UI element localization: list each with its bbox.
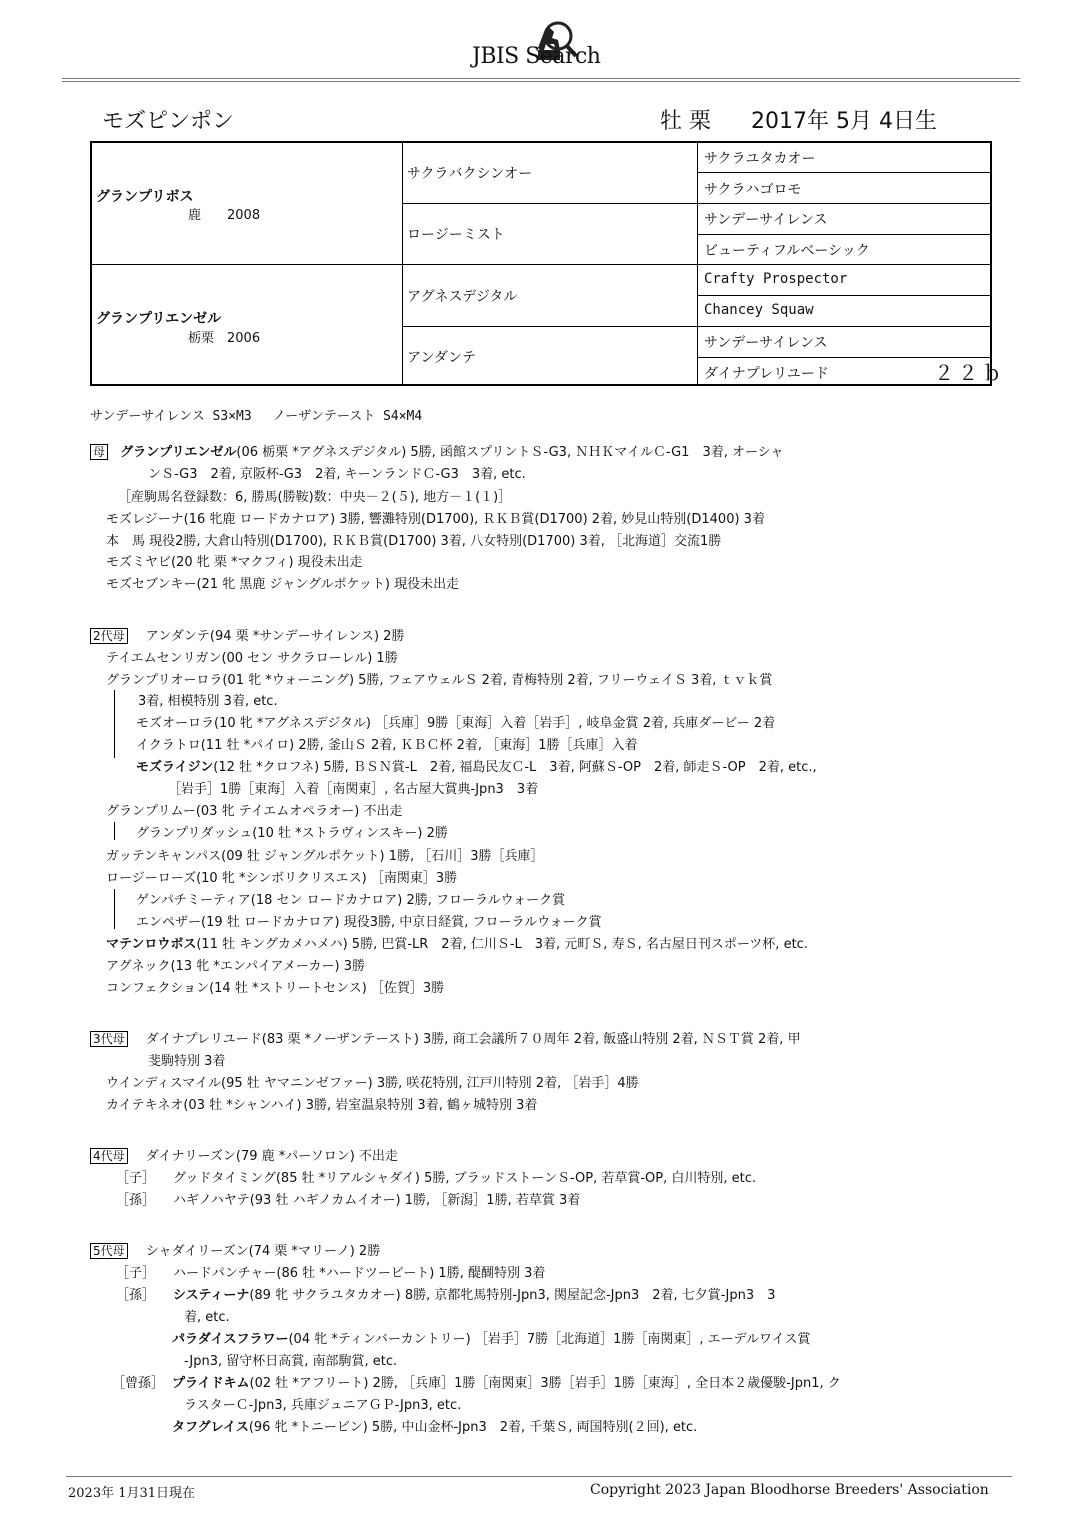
horse-name: モズピンポン [102,109,235,134]
family-number: ２２ｂ [934,361,1006,385]
dam-name-bold[interactable]: グランプリエンゼル [120,445,237,460]
g5dam-line-2: 着, etc. [184,1310,230,1325]
g3-1[interactable]: サクラユタカオー [704,151,816,167]
dam-line-4: 本 馬 現役2勝, 大倉山特別(D1700), ＲＫＢ賞(D1700) 3着, 八女特別(D1700) 3着, ［北海道］交流1勝 [106,534,722,549]
g5dam-line-0: ［子］ ハードパンチャー(86 牡 *ハードツービート) 1勝, 醍醐特別 3着 [116,1266,546,1281]
jbis-logo [472,18,642,74]
g2dam-line-4: イクラトロ(11 牡 *パイロ) 2勝, 釜山Ｓ 2着, ＫＢＣ杯 2着, ［東海］1勝［兵庫］入着 [136,738,638,753]
g3-5[interactable]: Crafty Prospector [704,271,848,287]
sire-sub: 鹿 2008 [188,208,261,223]
g2-dam-dam[interactable]: アンダンテ [407,350,477,366]
horse-info [660,104,937,135]
dam-line-3: モズレジーナ(16 牝鹿 ロードカナロア) 3勝, 響灘特別(D1700), ＲＫＢ賞(D1700) 2着, 妙見山特別(D1400) 3着 [106,512,765,527]
dam-line-6: モズセブンキー(21 牝 黒鹿 ジャングルポケット) 現役未出走 [106,577,460,592]
tree-line [114,822,115,840]
g5dam-line-1: ［孫］ システィーナ(89 牝 サクラユタカオー) 8勝, 京都牝馬特別-Jpn3, 関屋記念-Jpn3 2着, 七夕賞-Jpn3 3 [116,1288,776,1303]
g4dam-head: 4代母 ダイナリーズン(79 鹿 *パーソロン) 不出走 [90,1145,398,1164]
section-label-g3dam: 3代母 [90,1031,128,1047]
header-rule-2 [62,81,1020,82]
g4dam-line-0: ［子］ グッドタイミング(85 牡 *リアルシャダイ) 5勝, ブラッドストーンＳ-OP, 若草賞-OP, 白川特別, etc. [116,1171,757,1186]
g5dam-line-5: ［曾孫］ プライドキム(02 牡 *アフリート) 2勝, ［兵庫］1勝［南関東］3勝［岩手］1勝［東海］, 全日本２歳優駿-Jpn1, ク [112,1376,841,1391]
dam-name[interactable]: グランプリエンゼル [96,311,222,327]
g2dam-line-10: ロージーローズ(10 牝 *シンボリクリスエス) ［南関東］3勝 [106,871,458,886]
g2dam-line-11: ゲンパチミーティア(18 セン ロードカナロア) 2勝, フローラルウォーク賞 [136,893,566,908]
pedigree-table [90,141,1006,386]
tree-line [114,690,115,758]
g3-7[interactable]: サンデーサイレンス [704,335,828,351]
dam-line-2: ［産駒馬名登録数：6, 勝馬(勝鞍)数：中央－２(５), 地方－１(１)］ [118,490,512,505]
g2dam-line-15: コンフェクション(14 牡 *ストリートセンス) ［佐賀］3勝 [106,981,445,996]
g2-sire-dam[interactable]: ロージーミスト [407,227,505,243]
g3dam-line-0: 斐駒特別 3着 [148,1054,226,1069]
header-rule [62,78,1020,79]
g2dam-line-9: ガッテンキャンパス(09 牡 ジャングルポケット) 1勝, ［石川］3勝［兵庫］ [106,849,544,864]
g5dam-line-7: タフグレイス(96 牝 *トニービン) 5勝, 中山金杯-Jpn3 2着, 千葉Ｓ, 両国特別(２回), etc. [172,1420,698,1435]
g2dam-line-0: テイエムセンリガン(00 セン サクラローレル) 1勝 [106,651,398,666]
g3-3[interactable]: サンデーサイレンス [704,212,828,228]
g2dam-line-2: 3着, 相模特別 3着, etc. [138,694,278,709]
g3dam-line-1: ウインディスマイル(95 牡 ヤマニンゼファー) 3勝, 咲花特別, 江戸川特別 2着, ［岩手］4勝 [106,1076,639,1091]
dam-line-5: モズミヤビ(20 牝 栗 *マクフィ) 現役未出走 [106,555,363,570]
footer-rule [66,1476,1012,1477]
g5dam-head: 5代母 シャダイリーズン(74 栗 *マリーノ) 2勝 [90,1240,380,1259]
section-label-g2dam: 2代母 [90,628,128,644]
dam-line-0: 母 グランプリエンゼル(06 栃栗 *アグネスデジタル) 5勝, 函館スプリントＳ-G3, ＮＨＫマイルＣ-G1 3着, オーシャ [90,441,783,460]
g5dam-line-4: -Jpn3, 留守杯日高賞, 南部駒賞, etc. [184,1354,398,1369]
g3dam-head: 3代母 ダイナプレリユード(83 栗 *ノーザンテースト) 3勝, 商工会議所７０周年 2着, 飯盛山特別 2着, ＮＳＴ賞 2着, 甲 [90,1028,801,1047]
birth-date: 2017年 5月 4日生 [751,109,937,134]
sire-name[interactable]: グランプリボス [96,189,194,205]
g2dam-line-14: アグネック(13 牝 *エンパイアメーカー) 3勝 [106,959,365,974]
tree-line [114,889,115,929]
g5dam-line-3: パラダイスフラワー(04 牝 *ティンバーカントリー) ［岩手］7勝［北海道］1勝［南関東］, エーデルワイス賞 [172,1332,811,1347]
g3-2[interactable]: サクラハゴロモ [704,182,802,198]
sex-color: 牡 栗 [660,109,711,134]
g3-8[interactable]: ダイナプレリユード [704,366,829,382]
g2dam-head: 2代母 アンダンテ(94 栗 *サンデーサイレンス) 2勝 [90,625,404,644]
g2dam-line-7: グランプリムー(03 牝 テイエムオペラオー) 不出走 [106,804,403,819]
g2dam-line-5: モズライジン(12 牡 *クロフネ) 5勝, ＢＳＮ賞-L 2着, 福島民友Ｃ-L 3着, 阿蘇Ｓ-OP 2着, 師走Ｓ-OP 2着, etc., [136,760,817,775]
section-label-dam: 母 [90,444,108,460]
logo-text: JBIS Search [472,44,601,69]
g2dam-line-1: グランプリオーロラ(01 牝 *ウォーニング) 5勝, フェアウェルＳ 2着, 青梅特別 2着, フリーウェイＳ 3着, ｔｖｋ賞 [106,673,773,688]
g2dam-line-12: エンペザー(19 牡 ロードカナロア) 現役3勝, 中京日経賞, フローラルウォーク賞 [136,915,602,930]
g2dam-line-8: グランプリダッシュ(10 牡 *ストラヴィンスキー) 2勝 [136,826,448,841]
g3-6[interactable]: Chancey Squaw [704,302,814,318]
g3dam-line-2: カイテキネオ(03 牡 *シャンハイ) 3勝, 岩室温泉特別 3着, 鶴ヶ城特別 3着 [106,1098,538,1113]
inbreed-info: サンデーサイレンス S3×M3 ノーザンテースト S4×M4 [90,409,423,424]
g2dam-line-6: ［岩手］1勝［東海］入着［南関東］, 名古屋大賞典-Jpn3 3着 [168,782,539,797]
dam-line-1: ンＳ-G3 2着, 京阪杯-G3 2着, キーンランドＣ-G3 3着, etc. [148,467,526,482]
section-label-g5dam: 5代母 [90,1243,128,1259]
dam-sub: 栃栗 2006 [188,331,261,346]
g4dam-line-1: ［孫］ ハギノハヤテ(93 牡 ハギノカムイオー) 1勝, ［新潟］1勝, 若草賞 3着 [116,1193,581,1208]
section-label-g4dam: 4代母 [90,1148,128,1164]
footer-copyright: Copyright 2023 Japan Bloodhorse Breeders' Association [590,1482,989,1498]
g2dam-line-13: マテンロウボス(11 牡 キングカメハメハ) 5勝, 巴賞-LR 2着, 仁川Ｓ-L 3着, 元町Ｓ, 寿Ｓ, 名古屋日刊スポーツ杯, etc. [106,937,808,952]
g2-dam-sire[interactable]: アグネスデジタル [407,289,518,305]
footer-date: 2023年 1月31日現在 [68,1486,196,1501]
g2dam-line-3: モズオーロラ(10 牝 *アグネスデジタル) ［兵庫］9勝［東海］入着［岩手］, 岐阜金賞 2着, 兵庫ダービー 2着 [136,716,776,731]
g3-4[interactable]: ビューティフルベーシック [704,243,870,259]
g5dam-line-6: ラスターＣ-Jpn3, 兵庫ジュニアＧＰ-Jpn3, etc. [184,1398,462,1413]
g2-sire-sire[interactable]: サクラバクシンオー [407,166,533,182]
